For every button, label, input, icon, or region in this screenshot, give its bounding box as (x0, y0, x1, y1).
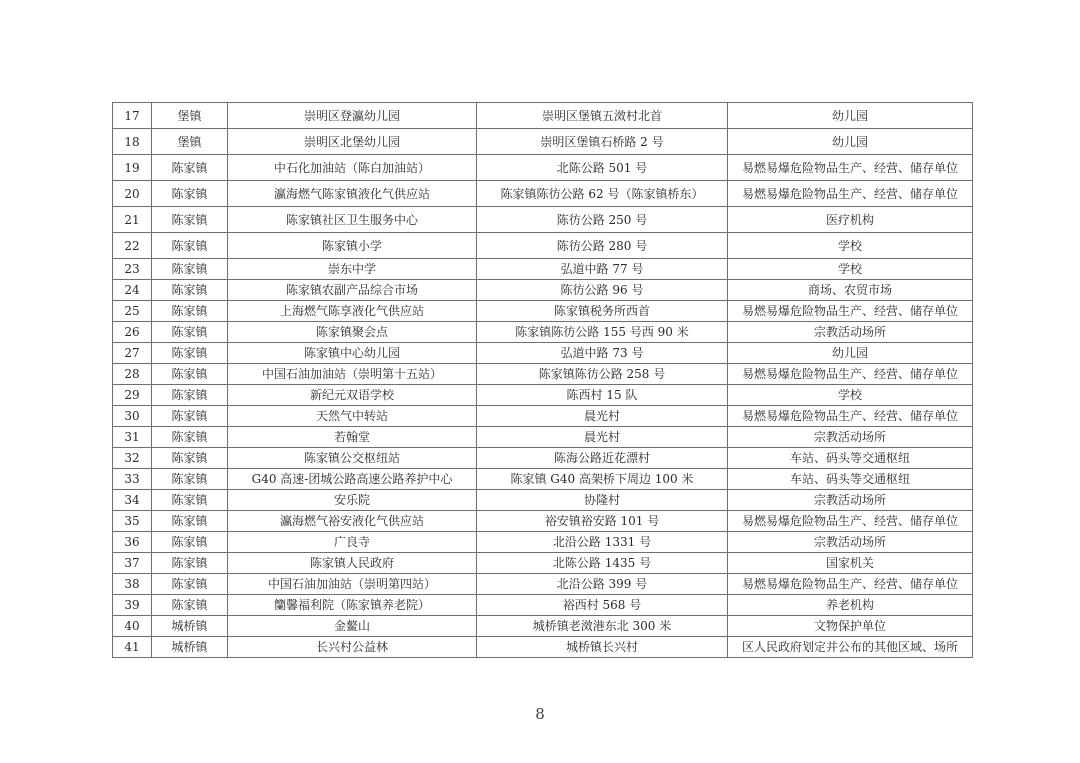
address-cell: 陈家镇税务所西首 (477, 301, 728, 322)
place-name-cell: 籣馨福利院（陈家镇养老院） (228, 595, 477, 616)
locations-table (112, 102, 973, 658)
table-row (113, 301, 973, 322)
table-row (113, 259, 973, 280)
town-cell: 城桥镇 (152, 616, 228, 637)
table-row (113, 595, 973, 616)
place-name-cell: 广良寺 (228, 532, 477, 553)
row-number-cell: 27 (113, 343, 152, 364)
table-row (113, 427, 973, 448)
address-cell: 崇明区堡镇五滧村北首 (477, 103, 728, 129)
row-number-cell: 40 (113, 616, 152, 637)
category-cell: 宗教活动场所 (728, 532, 973, 553)
town-cell: 城桥镇 (152, 637, 228, 658)
row-number-cell: 39 (113, 595, 152, 616)
address-cell: 协隆村 (477, 490, 728, 511)
category-cell: 幼儿园 (728, 129, 973, 155)
row-number-cell: 17 (113, 103, 152, 129)
row-number-cell: 32 (113, 448, 152, 469)
place-name-cell: 瀛海燃气裕安液化气供应站 (228, 511, 477, 532)
table-row (113, 637, 973, 658)
category-cell: 车站、码头等交通枢纽 (728, 448, 973, 469)
town-cell: 陈家镇 (152, 532, 228, 553)
category-cell: 易燃易爆危险物品生产、经营、储存单位 (728, 511, 973, 532)
row-number-cell: 41 (113, 637, 152, 658)
table-row (113, 364, 973, 385)
town-cell: 陈家镇 (152, 301, 228, 322)
place-name-cell: 上海燃气陈享液化气供应站 (228, 301, 477, 322)
table-row (113, 343, 973, 364)
address-cell: 陈西村 15 队 (477, 385, 728, 406)
category-cell: 医疗机构 (728, 207, 973, 233)
category-cell: 养老机构 (728, 595, 973, 616)
town-cell: 陈家镇 (152, 490, 228, 511)
category-cell: 易燃易爆危险物品生产、经营、储存单位 (728, 574, 973, 595)
place-name-cell: 陈家镇农副产品综合市场 (228, 280, 477, 301)
table-body (113, 103, 973, 658)
table-row (113, 155, 973, 181)
row-number-cell: 31 (113, 427, 152, 448)
address-cell: 北陈公路 501 号 (477, 155, 728, 181)
row-number-cell: 36 (113, 532, 152, 553)
place-name-cell: 若翰堂 (228, 427, 477, 448)
table-row (113, 280, 973, 301)
row-number-cell: 33 (113, 469, 152, 490)
address-cell: 弘道中路 77 号 (477, 259, 728, 280)
table-row (113, 385, 973, 406)
category-cell: 易燃易爆危险物品生产、经营、储存单位 (728, 155, 973, 181)
row-number-cell: 29 (113, 385, 152, 406)
place-name-cell: 中国石油加油站（崇明第四站） (228, 574, 477, 595)
row-number-cell: 38 (113, 574, 152, 595)
table-row (113, 490, 973, 511)
address-cell: 北沿公路 399 号 (477, 574, 728, 595)
address-cell: 陈家镇 G40 高架桥下周边 100 米 (477, 469, 728, 490)
town-cell: 堡镇 (152, 129, 228, 155)
table-row (113, 448, 973, 469)
category-cell: 幼儿园 (728, 343, 973, 364)
town-cell: 陈家镇 (152, 574, 228, 595)
place-name-cell: 瀛海燃气陈家镇液化气供应站 (228, 181, 477, 207)
town-cell: 陈家镇 (152, 259, 228, 280)
row-number-cell: 18 (113, 129, 152, 155)
row-number-cell: 24 (113, 280, 152, 301)
category-cell: 商场、农贸市场 (728, 280, 973, 301)
place-name-cell: 安乐院 (228, 490, 477, 511)
table-row (113, 574, 973, 595)
address-cell: 晨光村 (477, 406, 728, 427)
address-cell: 陈彷公路 250 号 (477, 207, 728, 233)
row-number-cell: 22 (113, 233, 152, 259)
town-cell: 陈家镇 (152, 155, 228, 181)
address-cell: 晨光村 (477, 427, 728, 448)
town-cell: 陈家镇 (152, 343, 228, 364)
town-cell: 陈家镇 (152, 322, 228, 343)
table-row (113, 511, 973, 532)
category-cell: 区人民政府划定并公布的其他区域、场所 (728, 637, 973, 658)
town-cell: 陈家镇 (152, 280, 228, 301)
table-row (113, 553, 973, 574)
address-cell: 裕安镇裕安路 101 号 (477, 511, 728, 532)
place-name-cell: 陈家镇聚会点 (228, 322, 477, 343)
town-cell: 陈家镇 (152, 427, 228, 448)
table-row (113, 103, 973, 129)
category-cell: 易燃易爆危险物品生产、经营、储存单位 (728, 181, 973, 207)
place-name-cell: G40 高速-团城公路高速公路养护中心 (228, 469, 477, 490)
category-cell: 宗教活动场所 (728, 427, 973, 448)
row-number-cell: 28 (113, 364, 152, 385)
place-name-cell: 新纪元双语学校 (228, 385, 477, 406)
place-name-cell: 长兴村公益林 (228, 637, 477, 658)
category-cell: 文物保护单位 (728, 616, 973, 637)
place-name-cell: 陈家镇人民政府 (228, 553, 477, 574)
category-cell: 车站、码头等交通枢纽 (728, 469, 973, 490)
category-cell: 易燃易爆危险物品生产、经营、储存单位 (728, 406, 973, 427)
table-row (113, 469, 973, 490)
table-row (113, 181, 973, 207)
town-cell: 陈家镇 (152, 511, 228, 532)
town-cell: 陈家镇 (152, 469, 228, 490)
category-cell: 易燃易爆危险物品生产、经营、储存单位 (728, 301, 973, 322)
place-name-cell: 陈家镇小学 (228, 233, 477, 259)
table-row (113, 322, 973, 343)
address-cell: 陈家镇陈彷公路 155 号西 90 米 (477, 322, 728, 343)
town-cell: 陈家镇 (152, 364, 228, 385)
town-cell: 陈家镇 (152, 406, 228, 427)
row-number-cell: 23 (113, 259, 152, 280)
place-name-cell: 崇明区登瀛幼儿园 (228, 103, 477, 129)
place-name-cell: 天然气中转站 (228, 406, 477, 427)
town-cell: 陈家镇 (152, 233, 228, 259)
category-cell: 学校 (728, 233, 973, 259)
address-cell: 弘道中路 73 号 (477, 343, 728, 364)
address-cell: 陈彷公路 280 号 (477, 233, 728, 259)
place-name-cell: 陈家镇社区卫生服务中心 (228, 207, 477, 233)
address-cell: 北沿公路 1331 号 (477, 532, 728, 553)
place-name-cell: 崇明区北堡幼儿园 (228, 129, 477, 155)
town-cell: 陈家镇 (152, 207, 228, 233)
table-row (113, 616, 973, 637)
page-number: 8 (535, 705, 545, 723)
row-number-cell: 25 (113, 301, 152, 322)
town-cell: 陈家镇 (152, 595, 228, 616)
address-cell: 陈海公路近花漂村 (477, 448, 728, 469)
row-number-cell: 20 (113, 181, 152, 207)
category-cell: 宗教活动场所 (728, 322, 973, 343)
row-number-cell: 26 (113, 322, 152, 343)
town-cell: 堡镇 (152, 103, 228, 129)
table-row (113, 207, 973, 233)
place-name-cell: 陈家镇中心幼儿园 (228, 343, 477, 364)
category-cell: 幼儿园 (728, 103, 973, 129)
address-cell: 陈家镇陈彷公路 258 号 (477, 364, 728, 385)
place-name-cell: 崇东中学 (228, 259, 477, 280)
address-cell: 城桥镇长兴村 (477, 637, 728, 658)
category-cell: 国家机关 (728, 553, 973, 574)
address-cell: 陈家镇陈彷公路 62 号（陈家镇桥东） (477, 181, 728, 207)
category-cell: 易燃易爆危险物品生产、经营、储存单位 (728, 364, 973, 385)
town-cell: 陈家镇 (152, 181, 228, 207)
place-name-cell: 金鳌山 (228, 616, 477, 637)
category-cell: 学校 (728, 385, 973, 406)
town-cell: 陈家镇 (152, 553, 228, 574)
address-cell: 崇明区堡镇石桥路 2 号 (477, 129, 728, 155)
row-number-cell: 30 (113, 406, 152, 427)
place-name-cell: 中石化加油站（陈白加油站） (228, 155, 477, 181)
place-name-cell: 中国石油加油站（崇明第十五站） (228, 364, 477, 385)
address-cell: 陈彷公路 96 号 (477, 280, 728, 301)
row-number-cell: 21 (113, 207, 152, 233)
table-row (113, 233, 973, 259)
address-cell: 裕西村 568 号 (477, 595, 728, 616)
row-number-cell: 35 (113, 511, 152, 532)
place-name-cell: 陈家镇公交枢纽站 (228, 448, 477, 469)
table-row (113, 129, 973, 155)
address-cell: 城桥镇老滧港东北 300 米 (477, 616, 728, 637)
table-row (113, 406, 973, 427)
row-number-cell: 37 (113, 553, 152, 574)
row-number-cell: 19 (113, 155, 152, 181)
address-cell: 北陈公路 1435 号 (477, 553, 728, 574)
category-cell: 学校 (728, 259, 973, 280)
table-row (113, 532, 973, 553)
town-cell: 陈家镇 (152, 385, 228, 406)
category-cell: 宗教活动场所 (728, 490, 973, 511)
town-cell: 陈家镇 (152, 448, 228, 469)
row-number-cell: 34 (113, 490, 152, 511)
